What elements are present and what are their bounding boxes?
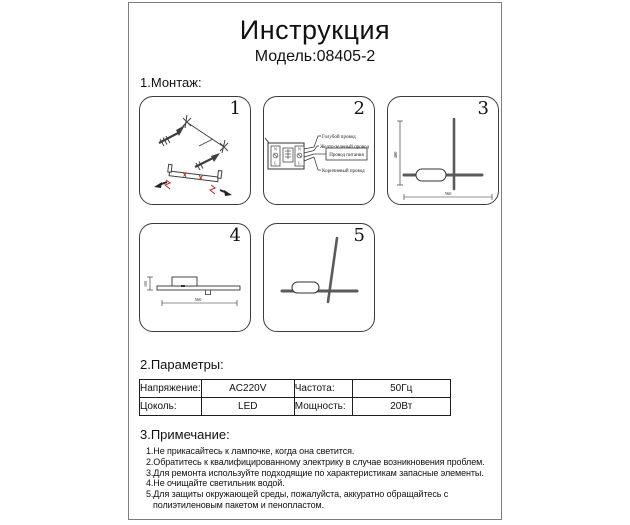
notes-list: [146, 446, 485, 511]
diagram-number: 4: [229, 225, 241, 246]
terminal-l-right: L: [298, 160, 301, 166]
wire-label-brown: Коричневый провод: [322, 169, 365, 174]
terminal-l-left: L: [274, 160, 277, 166]
param-label-voltage: Напряжение:: [140, 380, 202, 398]
diagram-step-2: [263, 96, 375, 205]
diagram-number: 1: [229, 98, 241, 119]
note-item-1: 1.Не прикасайтесь к лампочке, когда она светится.: [146, 446, 355, 456]
diagram-step-1: [139, 96, 251, 205]
table-row: [140, 398, 451, 416]
param-label-base: Цоколь:: [140, 398, 202, 416]
section-heading-notes: 3.Примечание:: [140, 427, 230, 442]
section-heading-params: 2.Параметры:: [140, 357, 224, 372]
param-value-power: 20Вт: [352, 398, 450, 416]
dimension-height-label: 400: [393, 151, 398, 159]
param-label-power: Мощность:: [294, 398, 352, 416]
diagram-step-5: [263, 223, 375, 332]
param-label-frequency: Частота:: [294, 380, 352, 398]
wire-label-power: Провод питания: [329, 153, 364, 158]
note-item-3: 3.Для ремонта используйте подходящие по характеристикам запасные элементы.: [146, 467, 484, 478]
diagram-step-4: [139, 223, 251, 332]
note-item-5: 5.Для защиты окружающей среды, пожалуйста, аккуратно обращайтесь с полиэтиленовым пакетом и пенопластом.: [146, 489, 449, 510]
dimension-height-label: 100: [143, 281, 148, 287]
param-value-base: LED: [201, 398, 294, 416]
diagram-number: 5: [353, 225, 365, 246]
note-item-2: 2.Обратитесь к квалифицированному электрику в случае возникновения проблем.: [146, 456, 485, 467]
diagram-number: 3: [477, 98, 489, 119]
table-row: [140, 380, 451, 398]
wire-label-blue: Голубой провод: [322, 135, 356, 140]
page-title: Инструкция: [239, 15, 391, 45]
diagram-step-3: [387, 96, 499, 205]
param-value-frequency: 50Гц: [352, 380, 450, 398]
parameters-table: [139, 379, 451, 416]
section-heading-montage: 1.Монтаж:: [140, 75, 202, 90]
model-number: Модель:08405-2: [254, 48, 376, 65]
dimension-width-label: 560: [444, 191, 452, 196]
note-item-4: 4.Не очищайте светильник водой.: [146, 478, 285, 489]
param-value-voltage: AC220V: [201, 380, 294, 398]
terminal-n-right: N: [298, 146, 301, 152]
sheet-border: [128, 2, 502, 520]
wire-label-yellow-green: Желто-зеленый провод: [320, 145, 369, 150]
dimension-width-label: 560: [194, 297, 202, 302]
diagram-number: 2: [353, 98, 365, 119]
terminal-n-left: N: [274, 146, 277, 152]
